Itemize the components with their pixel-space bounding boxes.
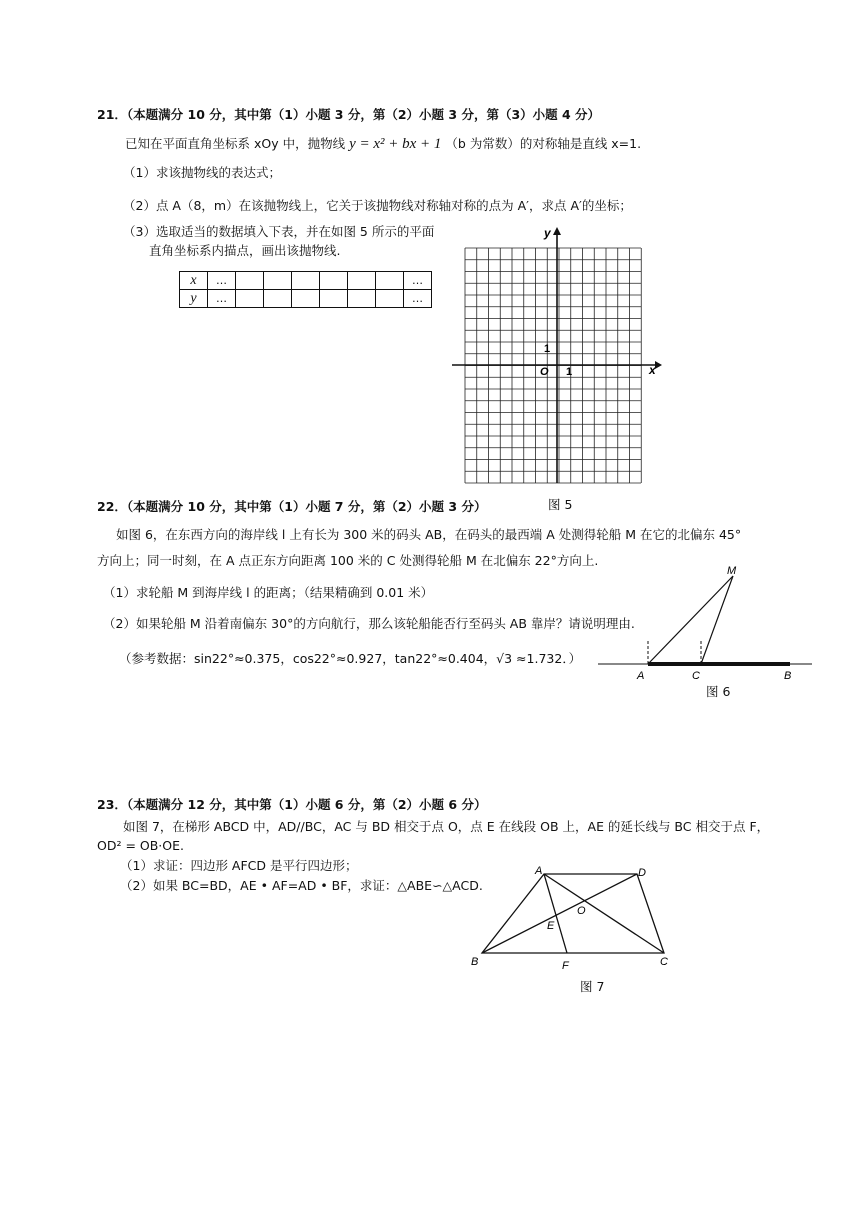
- label-f: F: [562, 960, 569, 972]
- table-cell-empty: [320, 272, 348, 290]
- y-axis-arrow-icon: [553, 227, 561, 235]
- table-cell-empty: [348, 272, 376, 290]
- label-c: C: [692, 670, 700, 682]
- table-cell-ellipsis: …: [404, 290, 432, 308]
- table-cell-empty: [292, 290, 320, 308]
- figure-5-caption: 图 5: [548, 497, 573, 512]
- q21-stem: [125, 136, 641, 152]
- label-b: B: [471, 956, 479, 968]
- label-a: A: [535, 865, 543, 877]
- x-axis-arrow-icon: [655, 361, 662, 369]
- table-cell-empty: [236, 272, 264, 290]
- diagonal-bd: [482, 874, 637, 953]
- q21-part3-line2: 直角坐标系内描点，画出该抛物线.: [149, 243, 341, 258]
- table-cell-empty: [376, 290, 404, 308]
- origin-label: O: [540, 366, 549, 378]
- table-cell-ellipsis: …: [208, 272, 236, 290]
- figure-7-caption: 图 7: [580, 979, 605, 994]
- q23-stem-line1: 如图 7，在梯形 ABCD 中，AD//BC，AC 与 BD 相交于点 O，点 E 在线段 OB 上，AE 的延长线与 BC 相交于点 F，: [123, 819, 770, 834]
- diagonal-ac: [544, 874, 664, 953]
- table-label-y: y: [180, 290, 208, 308]
- label-d: D: [638, 867, 646, 879]
- label-o: O: [577, 905, 586, 917]
- table-cell-empty: [264, 272, 292, 290]
- q22-header: 22．（本题满分 10 分，其中第（1）小题 7 分，第（2）小题 3 分）: [97, 499, 487, 514]
- table-cell-empty: [236, 290, 264, 308]
- q21-stem-a: 已知在平面直角坐标系 xOy 中，抛物线: [125, 136, 346, 151]
- q22-stem-line2: 方向上；同一时刻，在 A 点正东方向距离 100 米的 C 处测得轮船 M 在北偏东 22°方向上.: [97, 553, 599, 568]
- q21-stem-b: （b 为常数）的对称轴是直线 x=1.: [445, 136, 642, 151]
- table-cell-ellipsis: …: [404, 272, 432, 290]
- label-a: A: [637, 670, 645, 682]
- q21-value-table: [179, 271, 432, 308]
- q22-stem-line1: 如图 6，在东西方向的海岸线 l 上有长为 300 米的码头 AB，在码头的最西端 A 处测得轮船 M 在它的北偏东 45°: [116, 527, 742, 542]
- x-axis-label: x: [649, 363, 656, 377]
- table-cell-empty: [292, 272, 320, 290]
- q22-reference-data: （参考数据：sin22°≈0.375，cos22°≈0.927，tan22°≈0.404，√3 ≈1.732．）: [119, 651, 582, 666]
- q23-stem-line2: OD² = OB·OE.: [97, 838, 184, 853]
- table-cell-ellipsis: …: [208, 290, 236, 308]
- unit-x-label: 1: [566, 366, 573, 378]
- figure-7-trapezoid: [468, 862, 688, 982]
- q22-part2: （2）如果轮船 M 沿着南偏东 30°的方向航行，那么该轮船能否行至码头 AB 靠岸？请说明理由.: [103, 616, 635, 631]
- q21-part1: （1）求该抛物线的表达式；: [123, 165, 281, 180]
- table-cell-empty: [264, 290, 292, 308]
- q23-part1: （1）求证：四边形 AFCD 是平行四边形；: [120, 858, 358, 873]
- label-c: C: [660, 956, 668, 968]
- q22-part1: （1）求轮船 M 到海岸线 l 的距离；（结果精确到 0.01 米）: [103, 585, 434, 600]
- label-m: M: [727, 565, 737, 577]
- table-label-x: x: [180, 272, 208, 290]
- figure-6-diagram: [590, 555, 820, 685]
- figure-5-coordinate-grid: [440, 225, 670, 525]
- table-row-x: [180, 272, 432, 290]
- q21-part3-line1: （3）选取适当的数据填入下表，并在如图 5 所示的平面: [123, 224, 435, 239]
- q21-formula: y = x² + bx + 1: [349, 136, 442, 152]
- table-cell-empty: [376, 272, 404, 290]
- table-cell-empty: [320, 290, 348, 308]
- figure-6-caption: 图 6: [706, 684, 731, 699]
- trapezoid-abcd: [482, 874, 664, 953]
- label-e: E: [547, 920, 555, 932]
- label-b: B: [784, 670, 792, 682]
- segment-af: [544, 874, 567, 953]
- unit-y-label: 1: [544, 343, 551, 355]
- q21-part2: （2）点 A（8，m）在该抛物线上，它关于该抛物线对称轴对称的点为 A′，求点 A′的坐标；: [123, 198, 632, 213]
- q21-header: 21．（本题满分 10 分，其中第（1）小题 3 分，第（2）小题 3 分，第（3）小题 4 分）: [97, 107, 601, 122]
- line-cm: [701, 576, 733, 664]
- line-am: [648, 576, 733, 664]
- q23-header: 23．（本题满分 12 分，其中第（1）小题 6 分，第（2）小题 6 分）: [97, 797, 487, 812]
- table-row-y: [180, 290, 432, 308]
- table-cell-empty: [348, 290, 376, 308]
- y-axis-label: y: [544, 226, 551, 240]
- q23-part2: （2）如果 BC=BD，AE • AF=AD • BF，求证：△ABE∽△ACD.: [120, 878, 483, 893]
